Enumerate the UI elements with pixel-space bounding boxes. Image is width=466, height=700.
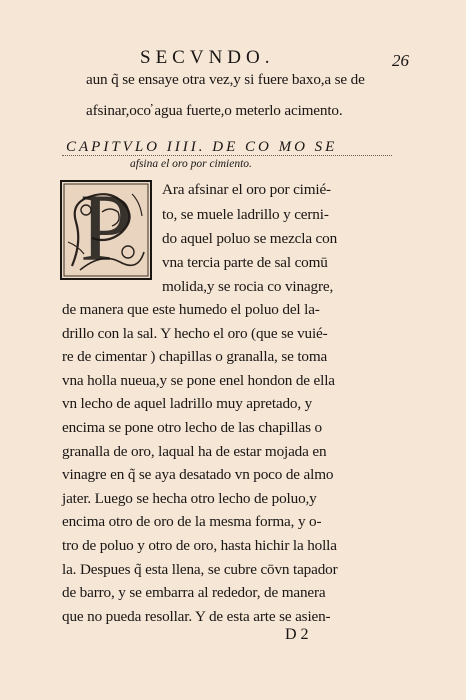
heading-rule <box>62 155 392 157</box>
signature-mark: D 2 <box>285 626 309 643</box>
text-line: Ara afsinar el oro por cimié- <box>162 181 331 198</box>
text-line: drillo con la sal. Y hecho el oro (que se vuié- <box>62 324 328 342</box>
text-line: de manera que este humedo el poluo del la- <box>62 301 320 318</box>
text-line: vna tercia parte de sal comū <box>162 254 328 271</box>
text-line: la. Despues q̃ esta llena, se cubre cōvn tapador <box>62 560 338 578</box>
text-line: vn lecho de aquel ladrillo muy apretado, y <box>62 395 313 413</box>
text-line: vinagre en q̃ se aya desatado vn poco de almo <box>62 466 334 484</box>
chapter-heading: CAPITVLO IIII. DE CO MO SE <box>66 139 338 155</box>
running-head: SECVNDO. <box>140 47 275 68</box>
text-line: do aquel poluo se mezcla con <box>162 230 338 247</box>
page-number: 26 <box>392 51 409 70</box>
text-line: vna holla nueua,y se pone enel hondon de ella <box>62 371 335 389</box>
text-line: que no pueda resollar. Y de esta arte se asien- <box>62 607 331 625</box>
text-line: to, se muele ladrillo y cerni- <box>162 206 329 223</box>
chapter-subheading: afsina el oro por cimiento. <box>130 158 252 170</box>
text-line: de barro, y se embarra al rededor, de manera <box>62 584 326 602</box>
text-line: encima otro de oro de la mesma forma, y o- <box>62 513 322 531</box>
text-line: afsinar,oco̕ agua fuerte,o meterlo acimento. <box>86 102 343 119</box>
text-line: tro de poluo y otro de oro, hasta hichir la holla <box>62 537 337 554</box>
decorated-initial <box>60 174 152 281</box>
text-line: re de cimentar ) chapillas o granalla, se toma <box>62 348 328 366</box>
text-line: encima se pone otro lecho de las chapillas o <box>62 419 322 436</box>
text-line: jater. Luego se hecha otro lecho de poluo,y <box>62 489 317 507</box>
initial-letter: P <box>80 174 134 281</box>
text-line: molida,y se rocia co vinagre, <box>162 278 334 295</box>
text-line: granalla de oro, laqual ha de estar mojada en <box>62 442 327 460</box>
text-line: aun q̃ se ensaye otra vez,y si fuere baxo,a se de <box>86 71 365 88</box>
